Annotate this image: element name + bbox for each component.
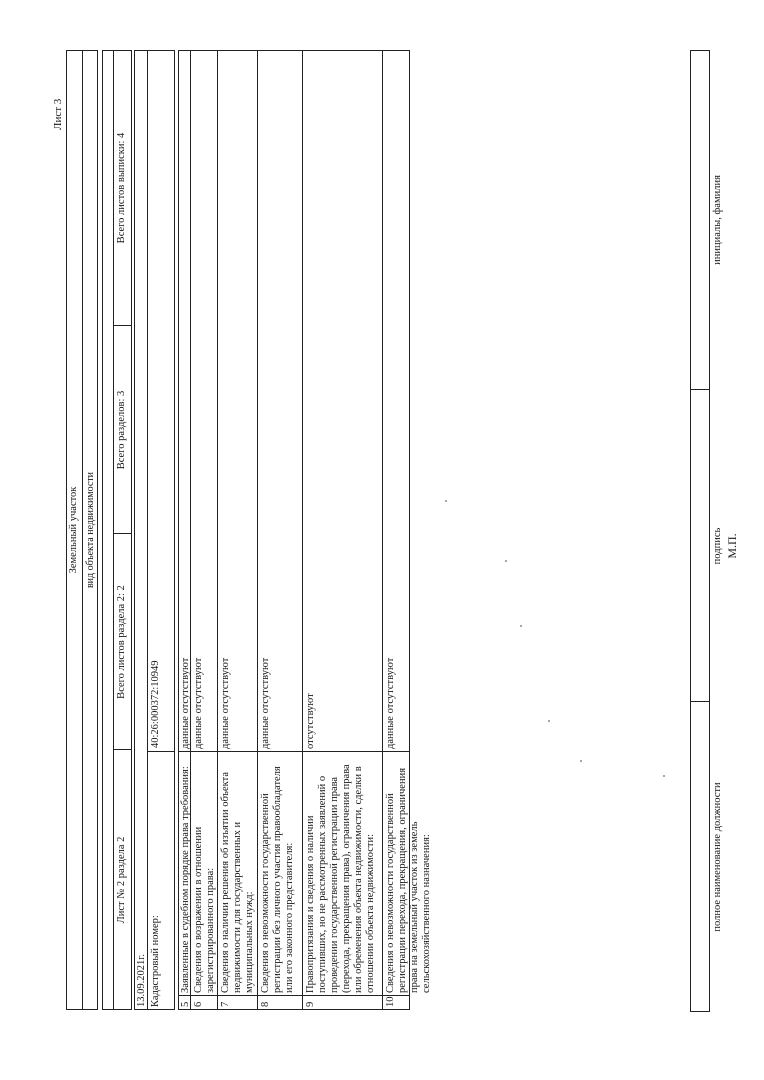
row-title: Сведения о возражении в отношении зарегистрированного права: <box>193 826 216 993</box>
row-num: 7 <box>220 1001 231 1007</box>
row-num: 5 <box>180 1001 191 1007</box>
stamp-place: М.П. <box>725 533 739 559</box>
row-num: 9 <box>305 1001 316 1007</box>
scan-speck <box>548 720 550 722</box>
row-title: Сведения о невозможности государственной регистрации перехода, прекращения, ограничения права на земельный участок из земель сельскохозяйственного назначения: <box>385 767 432 993</box>
sheets-in-section: Всего листов раздела 2: 2 <box>116 585 127 699</box>
sections-total: Всего разделов: 3 <box>116 390 127 470</box>
sheet-label: Лист 3 <box>52 98 64 130</box>
row-title: Сведения о невозможности государственной регистрации без личного участия правообладателя или его законного представителя: <box>260 766 295 993</box>
scan-speck <box>663 775 665 777</box>
signature-caption: подпись <box>712 527 723 565</box>
name-caption: инициалы, фамилия <box>712 175 723 265</box>
row-title: Заявленные в судебном порядке права требования: <box>180 766 191 993</box>
sheet-number: Лист № 2 раздела 2 <box>116 836 127 924</box>
scan-speck <box>580 760 582 762</box>
row-value: данные отсутствуют <box>193 657 204 749</box>
scan-speck <box>505 560 507 562</box>
sheets-total: Всего листов выписки: 4 <box>116 132 127 244</box>
scan-speck <box>520 625 522 627</box>
object-type: Земельный участок <box>68 486 79 574</box>
scan-speck <box>445 500 447 502</box>
date: 13.09.2021г. <box>136 954 147 1007</box>
object-type-caption: вид объекта недвижимости <box>85 471 96 589</box>
cadastral-number: 40:26:000372:10949 <box>150 660 161 748</box>
row-value: отсутствуют <box>305 693 316 749</box>
row-num: 8 <box>260 1001 271 1007</box>
row-num: 6 <box>193 1001 204 1007</box>
row-title: Сведения о наличии решения об изъятии объекта недвижимости для государственных и муниципальных нужд: <box>220 772 255 993</box>
cadastral-label: Кадастровый номер: <box>150 915 161 1007</box>
position-caption: полное наименование должности <box>712 782 723 932</box>
cadastral-table <box>134 50 175 1010</box>
signature-table <box>690 50 710 1012</box>
row-value: данные отсутствуют <box>385 657 396 749</box>
row-value: данные отсутствуют <box>260 657 271 749</box>
row-num: 10 <box>385 996 396 1007</box>
row-title: Правопритязания и сведения о наличии поступивших, но не рассмотренных заявлений о проведении государственной регистрации права (перехода, прекращения права), ограничения права или обременения объекта недвижимости, сделки в отношении объекта недвижимости: <box>305 764 376 993</box>
row-value: данные отсутствуют <box>220 657 231 749</box>
row-value: данные отсутствуют <box>180 657 191 749</box>
